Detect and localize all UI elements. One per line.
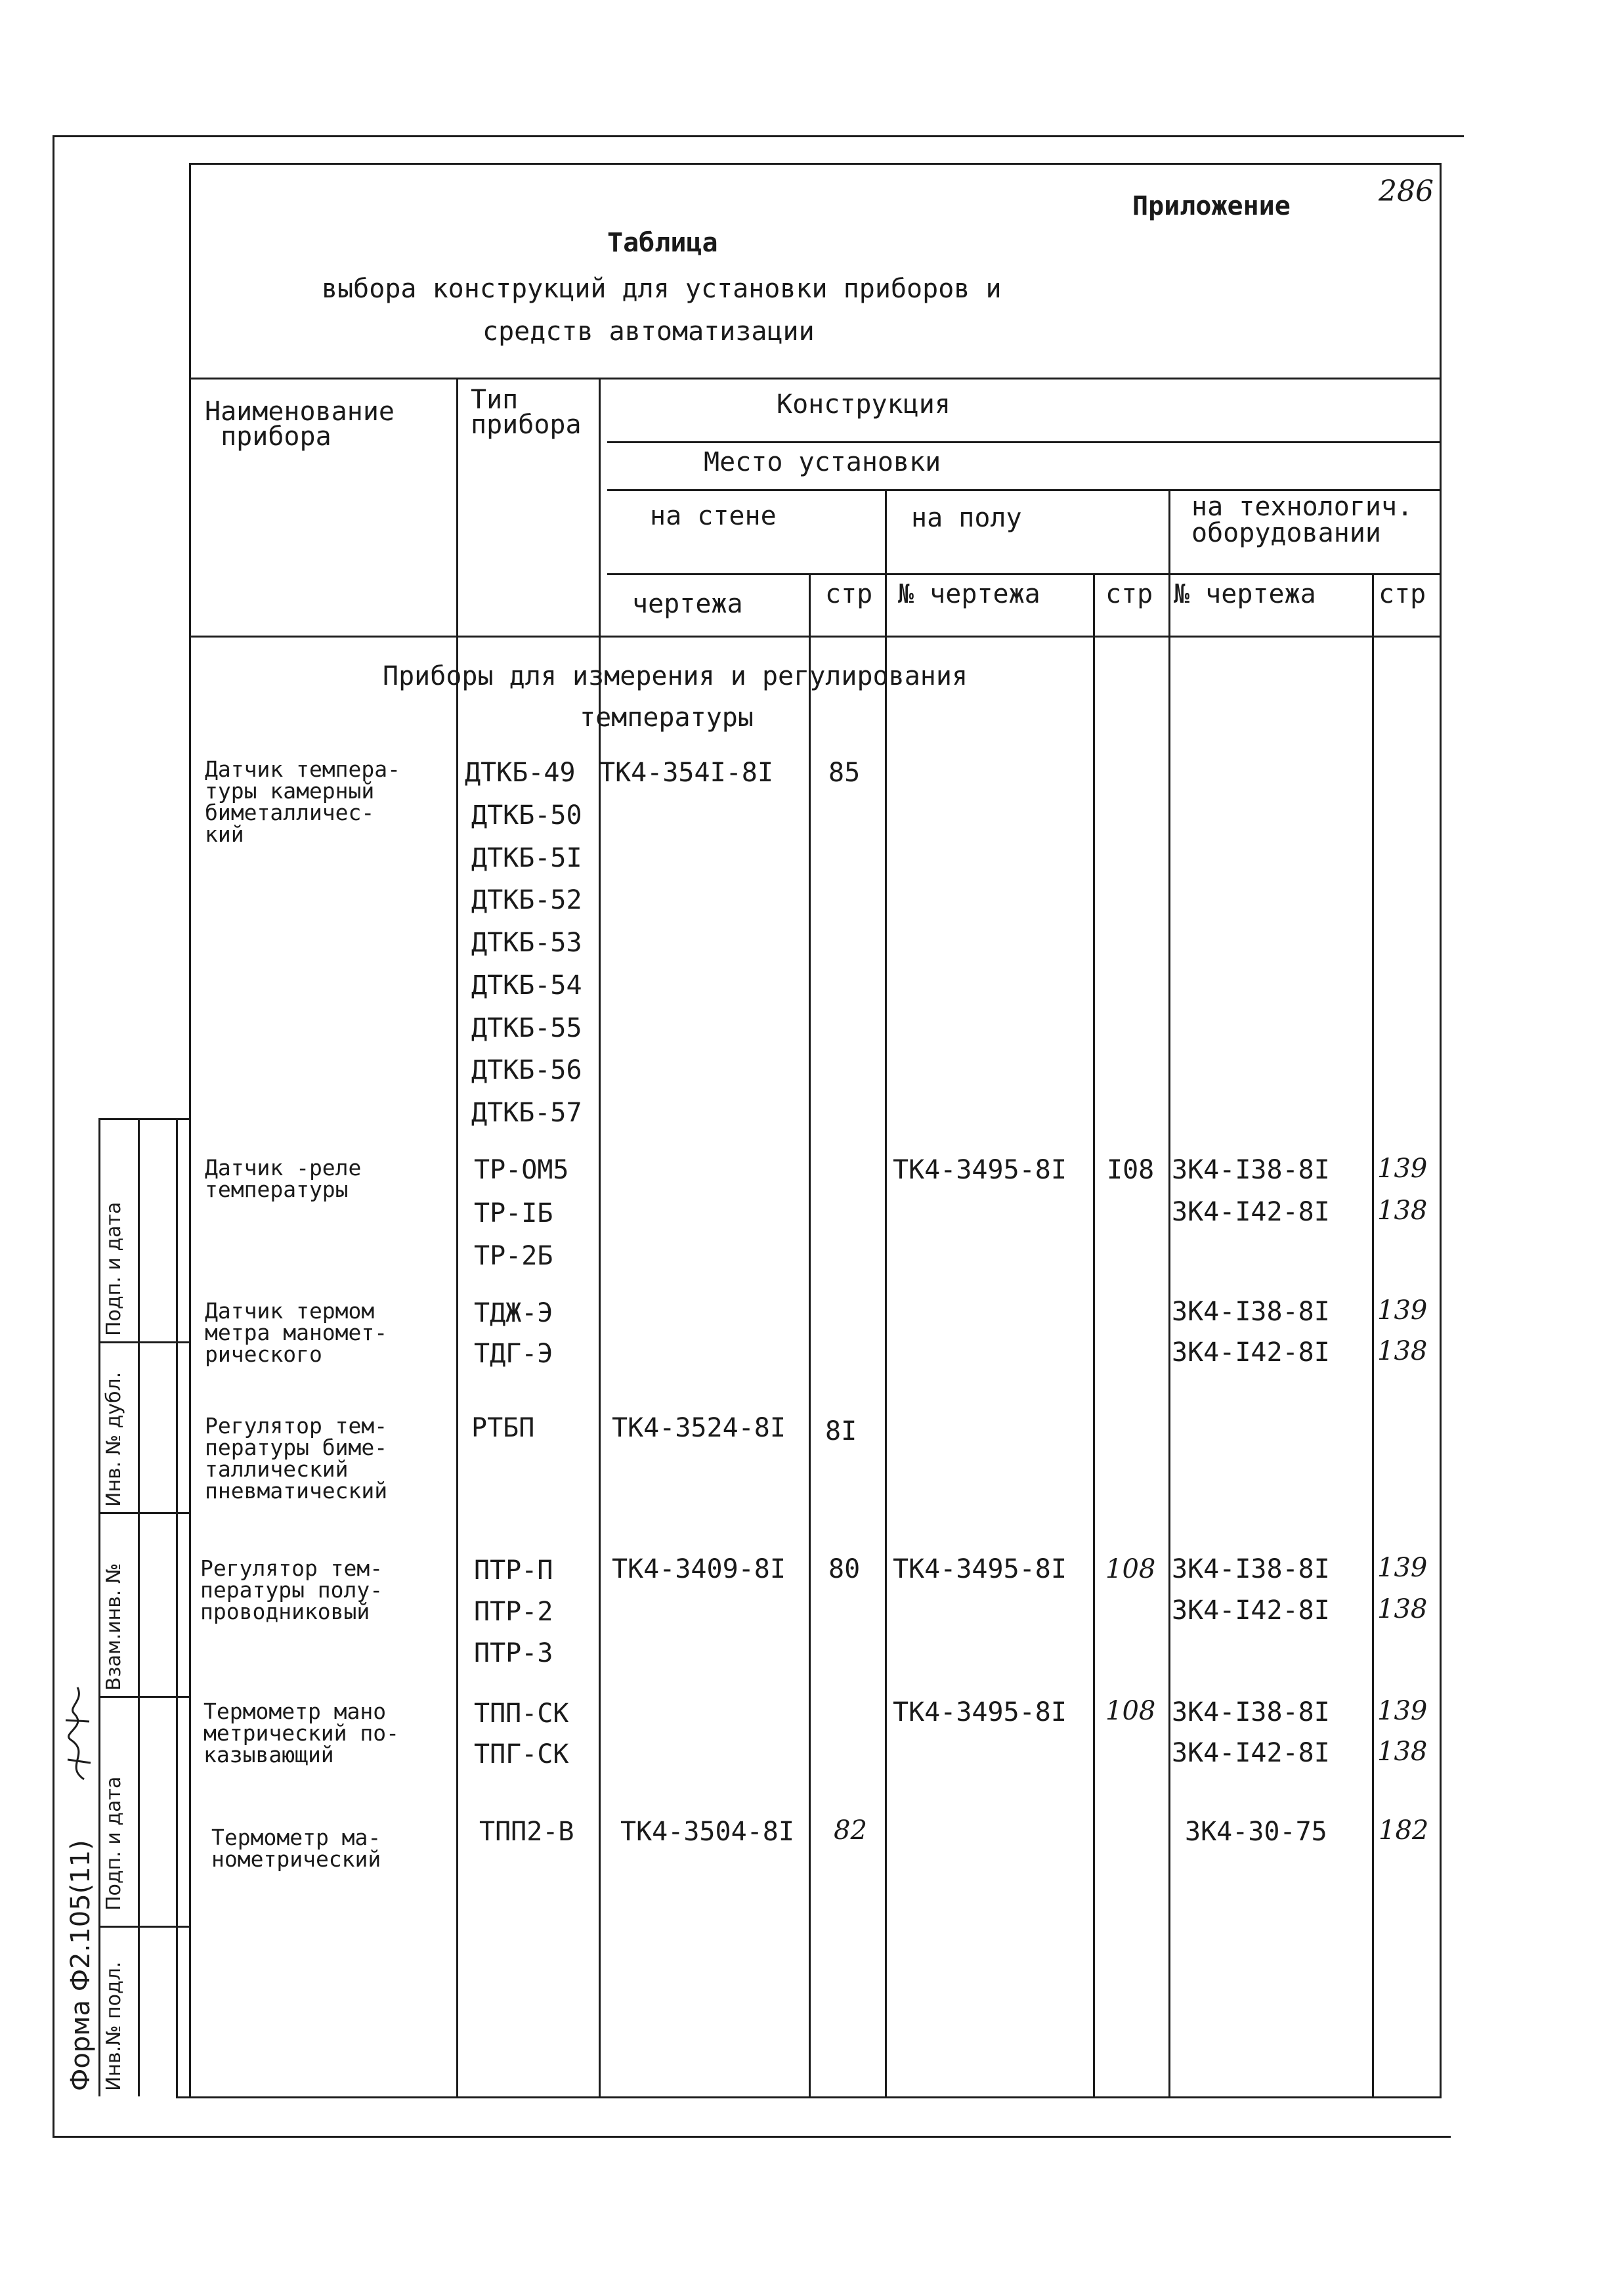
row-wall-drawing: ТК4-354I-8I — [599, 758, 773, 788]
stamp-podp-data-2: Подп. и дата — [102, 1202, 125, 1336]
col-line-eq-page — [1372, 573, 1374, 2096]
row-eq-drawing: ЗК4-I42-8I — [1172, 1197, 1330, 1227]
header-equipment: на технологич. оборудовании — [1191, 492, 1413, 548]
col-line-floor — [885, 489, 887, 2096]
header-construction: Конструкция — [777, 389, 951, 420]
header-floor-page: стр — [1105, 579, 1153, 609]
row-name: Датчик термом метра маномет- рического — [205, 1298, 388, 1367]
row-type: ДТКБ-56 — [471, 1055, 582, 1085]
page-number: 286 — [1379, 175, 1434, 208]
header-eq-page: стр — [1379, 579, 1426, 609]
row-eq-page: 138 — [1377, 1196, 1428, 1226]
inner-frame-top — [189, 163, 1440, 165]
stamp-form: Форма Ф2.105(11) — [66, 1840, 96, 2091]
row-eq-page: 139 — [1377, 1154, 1428, 1184]
stamp-inv-podl: Инв.№ подл. — [102, 1961, 125, 2091]
row-eq-page: 138 — [1377, 1594, 1428, 1624]
row-wall-page: 85 — [828, 758, 861, 788]
stamp-sep-1 — [98, 1341, 189, 1343]
inner-frame-left — [189, 163, 191, 2096]
place-line — [607, 489, 1440, 491]
row-wall-drawing: ТК4-3409-8I — [612, 1554, 786, 1584]
row-name: Регулятор тем- пературы полу- проводниковый — [200, 1555, 383, 1624]
stamp-line-b — [138, 1118, 140, 2096]
row-type: ДТКБ-53 — [471, 928, 582, 958]
header-floor: на полу — [911, 503, 1022, 533]
row-eq-page: 182 — [1379, 1815, 1429, 1846]
row-eq-drawing: ЗК4-I38-8I — [1172, 1554, 1330, 1584]
row-type: ПТР-П — [474, 1555, 553, 1586]
row-type: ТПГ-СК — [474, 1739, 569, 1769]
row-eq-drawing: ЗК4-I42-8I — [1172, 1337, 1330, 1368]
row-eq-drawing: ЗК4-I42-8I — [1172, 1595, 1330, 1626]
row-type: ТДЖ-Э — [474, 1298, 553, 1328]
stamp-vzam-inv: Взам.инв. № — [102, 1563, 125, 1691]
header-bottom-line — [189, 636, 1440, 638]
header-eq-drawing: № чертежа — [1174, 579, 1316, 609]
row-type: ТР-IБ — [474, 1198, 553, 1228]
row-wall-page: 8I — [825, 1416, 857, 1446]
inner-frame-bottom — [176, 2096, 1442, 2098]
row-eq-drawing: ЗК4-I38-8I — [1172, 1297, 1330, 1327]
row-name: Датчик темпера- туры камерный биметалличес- кий — [205, 756, 401, 847]
stamp-sep-4 — [98, 1926, 189, 1928]
row-wall-drawing: ТК4-3504-8I — [620, 1817, 794, 1847]
row-eq-page: 138 — [1377, 1336, 1428, 1366]
inner-frame-right — [1440, 163, 1442, 2096]
row-floor-page: 108 — [1105, 1696, 1156, 1726]
row-type: ТР-2Б — [474, 1241, 553, 1271]
row-floor-drawing: ТК4-3495-8I — [893, 1554, 1067, 1584]
header-place: Место установки — [704, 447, 941, 477]
row-wall-page: 80 — [828, 1554, 861, 1584]
stamp-line-c — [176, 1118, 178, 2096]
col-line-type — [456, 378, 458, 2096]
row-name: Регулятор тем- пературы биме- таллический пневматический — [205, 1413, 388, 1504]
outer-frame-bottom — [53, 2136, 1451, 2138]
signature — [58, 1681, 97, 1786]
row-type: ДТКБ-50 — [471, 800, 582, 831]
stamp-inv-dubl: Инв. № дубл. — [102, 1372, 125, 1507]
col-line-wall-page — [809, 573, 811, 2096]
row-floor-drawing: ТК4-3495-8I — [893, 1155, 1067, 1185]
row-eq-drawing: ЗК4-I38-8I — [1172, 1697, 1330, 1727]
row-type: ДТКБ-49 — [465, 758, 576, 788]
row-type: ПТР-3 — [474, 1638, 553, 1668]
row-type: ДТКБ-57 — [471, 1098, 582, 1128]
section-line-1: Приборы для измерения и регулирования — [383, 661, 968, 691]
header-wall-drawing: чертежа — [632, 589, 743, 619]
header-wall: на стене — [650, 501, 777, 531]
row-type: ДТКБ-52 — [471, 885, 582, 915]
outer-frame-left — [53, 135, 54, 2138]
row-floor-page: 108 — [1105, 1554, 1156, 1584]
row-name: Термометр мано метрический по- казывающий — [203, 1699, 400, 1767]
row-eq-page: 139 — [1377, 1553, 1428, 1583]
header-floor-drawing: № чертежа — [898, 579, 1040, 609]
construction-line — [607, 441, 1440, 443]
stamp-line-a — [98, 1118, 100, 2096]
title-line-3: средств автоматизации — [482, 316, 815, 347]
stamp-podp-data: Подп. и дата — [102, 1776, 125, 1911]
stamp-sep-3 — [98, 1696, 189, 1698]
header-name: Наименование прибора — [205, 397, 395, 452]
row-eq-drawing: ЗК4-30-75 — [1185, 1817, 1327, 1847]
appendix-label: Приложение — [1132, 191, 1291, 221]
row-type: ДТКБ-55 — [471, 1013, 582, 1043]
header-top-line — [189, 378, 1440, 379]
title-line-1: Таблица — [607, 228, 718, 258]
row-eq-page: 139 — [1377, 1696, 1428, 1726]
header-wall-page: стр — [825, 579, 873, 609]
row-type: ДТКБ-5I — [471, 843, 582, 873]
row-eq-drawing: ЗК4-I42-8I — [1172, 1738, 1330, 1768]
row-eq-page: 139 — [1377, 1295, 1428, 1326]
col-line-eq — [1168, 489, 1170, 2096]
row-wall-page: 82 — [834, 1815, 867, 1846]
stamp-sep-2 — [98, 1512, 189, 1514]
row-wall-drawing: ТК4-3524-8I — [612, 1413, 786, 1443]
row-type: ТПП-СК — [474, 1699, 569, 1729]
subcol-line — [607, 573, 1440, 575]
row-type: ТДГ-Э — [474, 1339, 553, 1369]
row-type: РТБП — [471, 1413, 535, 1443]
row-name: Датчик -реле температуры — [205, 1155, 362, 1202]
row-floor-page: I08 — [1107, 1155, 1155, 1185]
section-line-2: температуры — [580, 703, 754, 733]
header-type: Тип прибора — [471, 385, 582, 440]
title-line-2: выбора конструкций для установки приборов и — [322, 274, 1002, 304]
row-eq-drawing: ЗК4-I38-8I — [1172, 1155, 1330, 1185]
stamp-top — [98, 1118, 189, 1120]
row-eq-page: 138 — [1377, 1737, 1428, 1767]
row-name: Термометр ма- нометрический — [211, 1825, 381, 1872]
row-type: ДТКБ-54 — [471, 970, 582, 1001]
col-line-floor-page — [1093, 573, 1095, 2096]
col-line-wall — [599, 378, 601, 2096]
row-type: ПТР-2 — [474, 1597, 553, 1627]
row-floor-drawing: ТК4-3495-8I — [893, 1697, 1067, 1727]
outer-frame-top — [53, 135, 1464, 137]
row-type: ТР-ОМ5 — [474, 1155, 569, 1185]
row-type: ТПП2-В — [479, 1817, 574, 1847]
